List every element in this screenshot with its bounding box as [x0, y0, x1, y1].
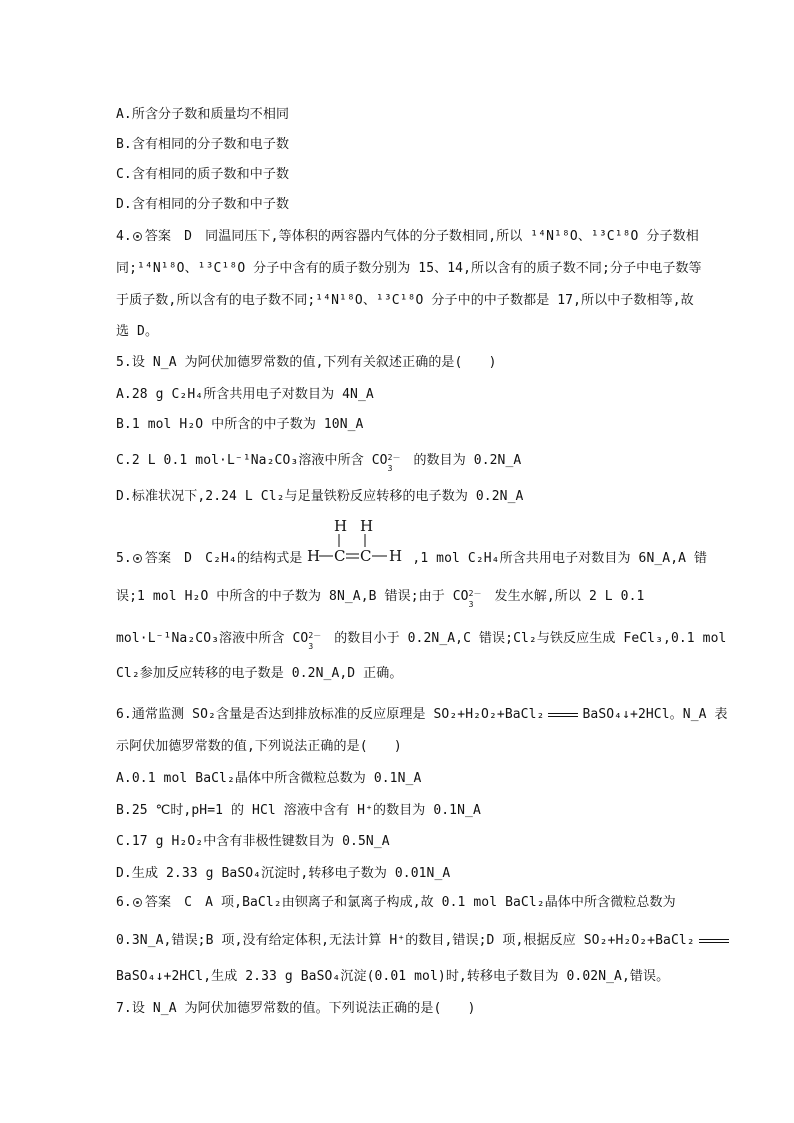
question-6-line2: 示阿伏加德罗常数的值,下列说法正确的是( )	[116, 739, 402, 754]
answer-6-line1	[116, 894, 676, 912]
answer-number: 5.	[116, 551, 132, 566]
ion-subscript: 3	[387, 464, 393, 473]
answer-text: mol·L⁻¹Na₂CO₃溶液中所含 CO	[116, 631, 309, 646]
answer-text: 0.3N_A,错误;B 项,没有给定体积,无法计算 H⁺的数目,错误;D 项,根据反应 SO₂+H₂O₂+BaCl₂	[116, 933, 695, 948]
equals-sign	[548, 713, 578, 717]
option-4D: D.含有相同的分子数和中子数	[116, 197, 290, 212]
struct-h-top-left: H	[334, 517, 348, 535]
answer-icon	[133, 898, 142, 907]
answer-text: 答案 C A 项,BaCl₂由钡离子和氯离子构成,故 0.1 mol BaCl₂晶体中所含微粒总数为	[144, 895, 676, 910]
answer-5-line4: Cl₂参加反应转移的电子数是 0.2N_A,D 正确。	[116, 666, 403, 681]
option-5A: A.28 g C₂H₄所含共用电子对数目为 4N_A	[116, 387, 374, 402]
answer-text: 误;1 mol H₂O 中所含的中子数为 8N_A,B 错误;由于 CO	[116, 589, 469, 604]
carbonate-ion-charge	[468, 589, 482, 609]
answer-text: ,1 mol C₂H₄所含共用电子对数目为 6N_A,A 错	[412, 551, 708, 566]
option-6A: A.0.1 mol BaCl₂晶体中所含微粒总数为 0.1N_A	[116, 771, 422, 786]
option-6D: D.生成 2.33 g BaSO₄沉淀时,转移电子数为 0.01N_A	[116, 866, 451, 881]
answer-4-line4: 选 D。	[116, 324, 159, 339]
answer-6-line2	[116, 932, 733, 950]
option-4B: B.含有相同的分子数和电子数	[116, 137, 290, 152]
answer-text: 答案 D C₂H₄的结构式是	[144, 551, 303, 566]
option-text: C.2 L 0.1 mol·L⁻¹Na₂CO₃溶液中所含 CO	[116, 453, 388, 468]
answer-4-line3: 于质子数,所以含有的电子数不同;¹⁴N¹⁸O、¹³C¹⁸O 分子中的中子数都是 17,所以中子数相等,故	[116, 293, 694, 308]
ion-subscript: 3	[468, 600, 474, 609]
option-text: 的数目为 0.2N_A	[413, 453, 522, 468]
ion-charge: 2－	[387, 453, 401, 462]
answer-number: 4.	[116, 229, 132, 244]
ion-charge: 2－	[308, 631, 322, 640]
option-5B: B.1 mol H₂O 中所含的中子数为 10N_A	[116, 417, 364, 432]
struct-h-right: H	[389, 547, 403, 565]
option-4C: C.含有相同的质子数和中子数	[116, 167, 290, 182]
option-4A: A.所含分子数和质量均不相同	[116, 107, 290, 122]
answer-text: 的数目小于 0.2N_A,C 错误;Cl₂与铁反应生成 FeCl₃,0.1 mol	[334, 631, 727, 646]
struct-h-top-right: H	[360, 517, 374, 535]
struct-c2: C	[360, 547, 372, 565]
question-5: 5.设 N_A 为阿伏加德罗常数的值,下列有关叙述正确的是( )	[116, 355, 497, 370]
answer-icon	[133, 232, 142, 241]
answer-5-line2	[116, 588, 645, 609]
question-text: BaSO₄↓+2HCl。N_A 表	[582, 707, 728, 722]
answer-6-line3: BaSO₄↓+2HCl,生成 2.33 g BaSO₄沉淀(0.01 mol)时,转移电子数目为 0.02N_A,错误。	[116, 969, 670, 984]
ion-subscript: 3	[308, 642, 314, 651]
option-5D: D.标准状况下,2.24 L Cl₂与足量铁粉反应转移的电子数为 0.2N_A	[116, 489, 524, 504]
answer-text: 答案 D 同温同压下,等体积的两容器内气体的分子数相同,所以 ¹⁴N¹⁸O、¹³C¹⁸O 分子数相	[144, 229, 699, 244]
question-text: 6.通常监测 SO₂含量是否达到排放标准的反应原理是 SO₂+H₂O₂+BaCl₂	[116, 707, 545, 722]
question-7: 7.设 N_A 为阿伏加德罗常数的值。下列说法正确的是( )	[116, 1001, 476, 1016]
question-6-line1	[116, 706, 728, 724]
struct-h-left: H	[307, 547, 321, 565]
option-6C: C.17 g H₂O₂中含有非极性键数目为 0.5N_A	[116, 834, 390, 849]
struct-c1: C	[334, 547, 346, 565]
answer-4-line1	[116, 228, 699, 246]
carbonate-ion-charge	[387, 453, 401, 473]
answer-4-line2: 同;¹⁴N¹⁸O、¹³C¹⁸O 分子中含有的质子数分别为 15、14,所以含有的质子数不同;分子中电子数等	[116, 261, 702, 276]
answer-number: 6.	[116, 895, 132, 910]
carbonate-ion-charge	[308, 631, 322, 651]
equals-sign	[699, 939, 729, 943]
answer-icon	[133, 554, 142, 563]
ion-charge: 2－	[468, 589, 482, 598]
option-6B: B.25 ℃时,pH=1 的 HCl 溶液中含有 H⁺的数目为 0.1N_A	[116, 803, 481, 818]
option-5C	[116, 452, 522, 473]
answer-5-line3	[116, 630, 727, 651]
answer-text: 发生水解,所以 2 L 0.1	[494, 589, 645, 604]
ethylene-structure	[305, 517, 415, 567]
